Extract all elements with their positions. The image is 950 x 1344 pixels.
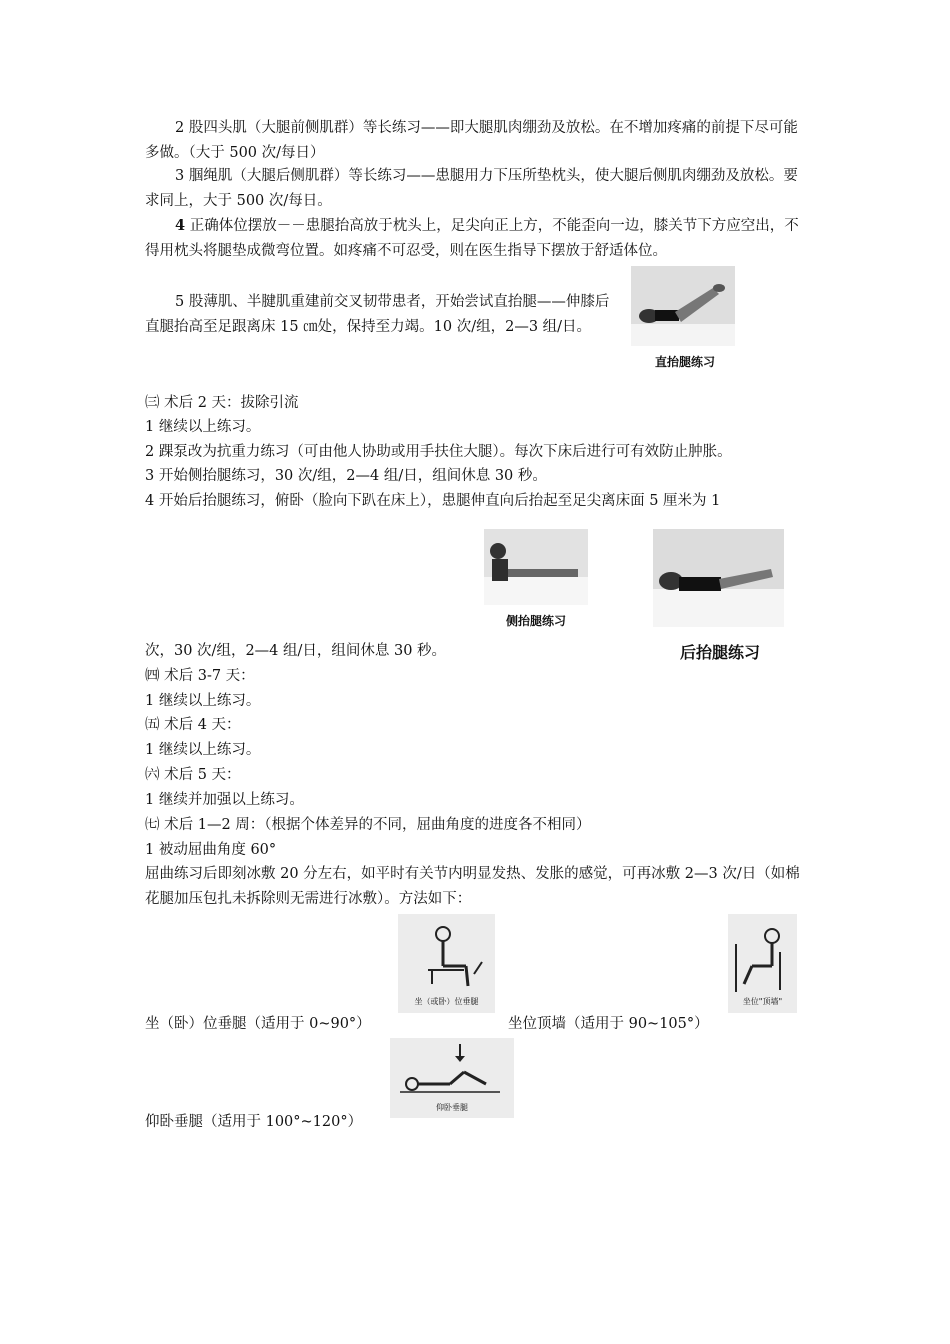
method3-figure-caption: 仰卧垂腿 — [436, 1103, 468, 1112]
item4-text: 正确体位摆放－－患腿抬高放于枕头上，足尖向正上方，不能歪向一边，膝关节下方应空出，不得用枕头将腿垫成微弯位置。如疼痛不可忍受，则在医生指导下摆放于舒适体位。 — [145, 218, 799, 259]
side-leg-raise-photo — [484, 529, 588, 605]
method2-label: 坐位顶墙（适用于 90~105°） — [508, 1016, 709, 1032]
section3-heading: ㈢ 术后 2 天：拔除引流 — [145, 395, 299, 411]
section3-line4-cont: 次，30 次/组，2—4 组/日，组间休息 30 秒。 — [145, 643, 447, 659]
section3-line4: 4 开始后抬腿练习，俯卧（脸向下趴在床上），患腿伸直向后抬起至足尖离床面 5 厘米为 1 — [145, 493, 721, 509]
method2-figure-caption: 坐位"顶墙" — [742, 997, 783, 1006]
side-leg-caption: 侧抬腿练习 — [505, 614, 566, 628]
section4-heading: ㈣ 术后 3-7 天： — [145, 668, 255, 684]
sitting-wall-push-figure — [728, 914, 797, 1013]
back-leg-raise-photo — [653, 529, 784, 627]
section3-line2: 2 踝泵改为抗重力练习（可由他人协助或用手扶住大腿）。每次下床后进行可有效防止肿胀。 — [145, 444, 732, 460]
section6-heading: ㈥ 术后 5 天： — [145, 767, 241, 783]
straight-leg-caption: 直抬腿练习 — [654, 355, 715, 369]
method1-label: 坐（卧）位垂腿（适用于 0~90°） — [145, 1016, 371, 1032]
section7-line1: 1 被动屈曲角度 60° — [145, 842, 277, 858]
section7-paragraph: 屈曲练习后即刻冰敷 20 分左右，如平时有关节内明显发热、发胀的感觉，可再冰敷 2—3 次/日（如棉花腿加压包扎未拆除则无需进行冰敷）。方法如下： — [145, 866, 800, 907]
section3-line1: 1 继续以上练习。 — [145, 419, 261, 435]
back-leg-caption: 后抬腿练习 — [679, 643, 760, 662]
method3-label: 仰卧垂腿（适用于 100°~120°） — [145, 1114, 363, 1130]
section3-line3: 3 开始侧抬腿练习，30 次/组，2—4 组/日，组间休息 30 秒。 — [145, 468, 547, 484]
supine-hang-leg-figure — [390, 1038, 514, 1118]
section6-line: 1 继续并加强以上练习。 — [145, 792, 304, 808]
section5-heading: ㈤ 术后 4 天： — [145, 717, 241, 733]
paragraph-item2: 2 股四头肌（大腿前侧肌群）等长练习——即大腿肌肉绷劲及放松。在不增加疼痛的前提下尽可能多做。（大于 500 次/每日） — [145, 120, 798, 161]
paragraph-item4 — [145, 213, 809, 264]
section4-line: 1 继续以上练习。 — [145, 693, 261, 709]
section7-heading: ㈦ 术后 1—2 周：（根据个体差异的不同，屈曲角度的进度各不相同） — [145, 817, 591, 833]
straight-leg-raise-photo — [631, 266, 735, 346]
section5-line: 1 继续以上练习。 — [145, 742, 261, 758]
sitting-hang-leg-figure — [398, 914, 495, 1013]
paragraph-item3: 3 腘绳肌（大腿后侧肌群）等长练习——患腿用力下压所垫枕头，使大腿后侧肌肉绷劲及放松。要求同上，大于 500 次/每日。 — [145, 168, 798, 209]
paragraph-item5: 5 股薄肌、半腱肌重建前交叉韧带患者，开始尝试直抬腿——伸膝后直腿抬高至足跟离床 15 ㎝处，保持至力竭。10 次/组，2—3 组/日。 — [145, 294, 610, 335]
item4-number: 4 — [175, 217, 186, 234]
method1-figure-caption: 坐（或卧）位垂腿 — [414, 997, 479, 1006]
